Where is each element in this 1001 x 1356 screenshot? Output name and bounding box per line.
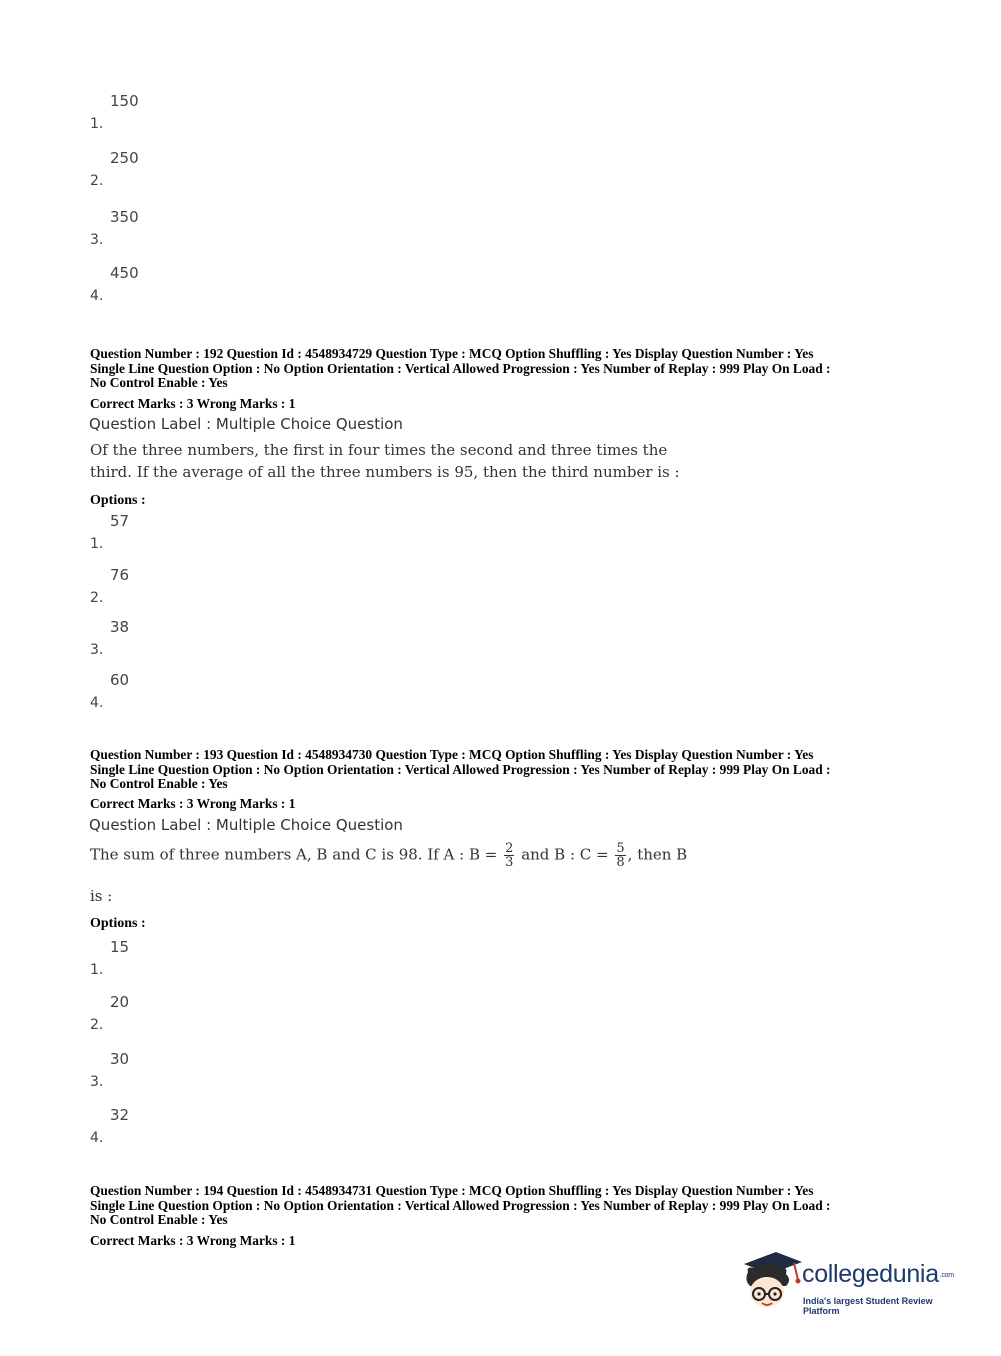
option-value: 38 [110,618,130,636]
question-193-option-4 [90,1106,290,1146]
option-number: 2. [90,173,104,189]
meta-line: Question Number : 192 Question Id : 4548934729 Question Type : MCQ Option Shuffling : Yes Display Question Number : Yes [90,346,814,361]
question-193-option-3 [90,1050,290,1090]
fraction-five-eighths [615,842,625,869]
option-number: 2. [90,590,104,606]
option-1 [90,92,290,132]
question-text-part: The sum of three numbers A, B and C is 98. If A : B = [90,845,498,864]
option-value: 450 [110,264,139,282]
brand-tagline: India's largest Student Review Platform [803,1296,933,1316]
option-value: 350 [110,208,139,226]
question-193-options-heading: Options : [90,916,146,931]
option-number: 4. [90,288,104,304]
option-3 [90,208,290,248]
option-number: 3. [90,642,104,658]
question-194-meta [90,1184,920,1228]
question-193-marks: Correct Marks : 3 Wrong Marks : 1 [90,796,296,811]
option-value: 150 [110,92,139,110]
question-192-options-heading: Options : [90,493,146,508]
question-text-line: Of the three numbers, the first in four times the second and three times the [90,441,668,459]
option-number: 1. [90,116,104,132]
question-194-marks: Correct Marks : 3 Wrong Marks : 1 [90,1233,296,1248]
fraction-numerator: 2 [505,841,514,856]
option-number: 4. [90,1130,104,1146]
collegedunia-logo [740,1250,970,1320]
option-value: 76 [110,566,130,584]
option-number: 1. [90,962,104,978]
option-value: 32 [110,1106,130,1124]
meta-line: No Control Enable : Yes [90,1212,228,1227]
option-number: 3. [90,232,104,248]
option-number: 4. [90,695,104,711]
question-192-meta [90,347,920,391]
fraction-denominator: 8 [616,855,625,870]
question-192-text [90,439,710,483]
option-number: 3. [90,1074,104,1090]
question-text-part: , then B [627,845,688,864]
fraction-denominator: 3 [505,855,514,870]
question-192-label: Question Label : Multiple Choice Question [89,415,403,433]
meta-line: Question Number : 193 Question Id : 4548934730 Question Type : MCQ Option Shuffling : Yes Display Question Number : Yes [90,747,814,762]
option-value: 30 [110,1050,130,1068]
option-value: 57 [110,512,130,530]
mascot-icon [740,1250,804,1316]
fraction-numerator: 5 [616,841,625,856]
question-text-part: and B : C = [521,845,609,864]
question-192-option-1 [90,512,290,552]
question-text-line: third. If the average of all the three numbers is 95, then the third number is : [90,463,680,481]
question-192-option-3 [90,618,290,658]
option-value: 20 [110,993,130,1011]
question-193-option-2 [90,993,290,1033]
option-value: 15 [110,938,130,956]
option-number: 1. [90,536,104,552]
question-193-text [90,842,730,869]
option-value: 250 [110,149,139,167]
option-value: 60 [110,671,130,689]
meta-line: Question Number : 194 Question Id : 4548934731 Question Type : MCQ Option Shuffling : Yes Display Question Number : Yes [90,1183,814,1198]
option-2 [90,149,290,189]
brand-suffix: .com [939,1271,954,1279]
brand-name: collegedunia.com [802,1260,954,1288]
question-193-label: Question Label : Multiple Choice Question [89,816,403,834]
question-192-option-4 [90,671,290,711]
fraction-two-thirds [504,842,514,869]
meta-line: Single Line Question Option : No Option Orientation : Vertical Allowed Progression : Yes Number of Replay : 999 Play On Load : [90,761,831,777]
question-192-marks: Correct Marks : 3 Wrong Marks : 1 [90,396,296,411]
question-193-text-line-2: is : [90,887,113,905]
option-number: 2. [90,1017,104,1033]
meta-line: No Control Enable : Yes [90,375,228,390]
question-192-option-2 [90,566,290,606]
meta-line: Single Line Question Option : No Option Orientation : Vertical Allowed Progression : Yes Number of Replay : 999 Play On Load : [90,360,831,376]
question-193-option-1 [90,938,290,978]
meta-line: Single Line Question Option : No Option Orientation : Vertical Allowed Progression : Yes Number of Replay : 999 Play On Load : [90,1197,831,1213]
question-193-meta [90,748,920,792]
meta-line: No Control Enable : Yes [90,776,228,791]
option-4 [90,264,290,304]
